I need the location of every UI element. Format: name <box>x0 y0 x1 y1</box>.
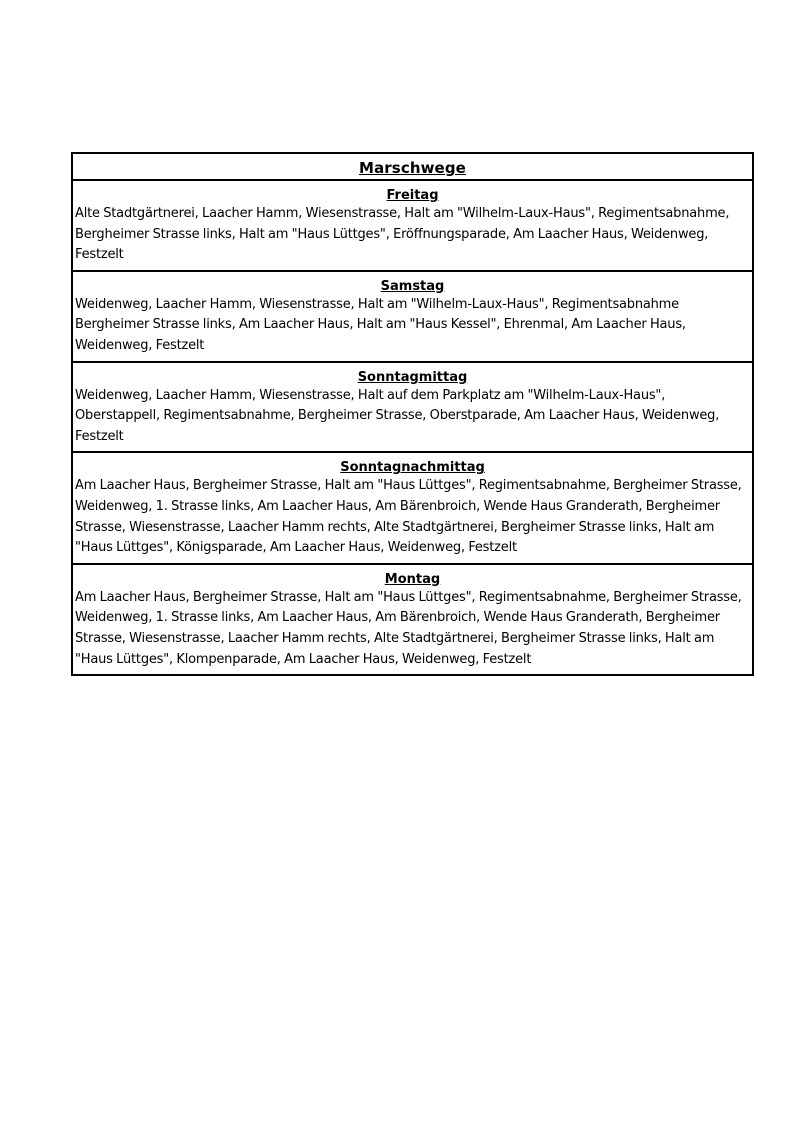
day-section-montag <box>73 565 752 674</box>
route-text: Alte Stadtgärtnerei, Laacher Hamm, Wiesenstrasse, Halt am "Wilhelm-Laux-Haus", Regimentsabnahme, Bergheimer Strasse links, Halt am "Haus Lüttges", Eröffnungsparade, Am Laacher Haus, Weidenweg, Festzelt <box>75 206 730 263</box>
page-title: Marschwege <box>359 159 466 177</box>
day-heading: Sonntagmittag <box>357 369 468 385</box>
route-text: Weidenweg, Laacher Hamm, Wiesenstrasse, Halt auf dem Parkplatz am "Wilhelm-Laux-Haus", Oberstappell, Regimentsabnahme, Bergheimer Strasse, Oberstparade, Am Laacher Haus, Weidenweg, Festzelt <box>75 387 720 444</box>
day-section-sonntagmittag <box>73 363 752 454</box>
route-text: Am Laacher Haus, Bergheimer Strasse, Halt am "Haus Lüttges", Regimentsabnahme, Bergheimer Strasse, Weidenweg, 1. Strasse links, Am Laacher Haus, Am Bärenbroich, Wende Haus Granderath, Bergheimer Strasse, Wiesenstrasse, Laacher Hamm rechts, Alte Stadtgärtnerei, Bergheimer Strasse links, Halt am "Haus Lüttges", Klompenparade, Am Laacher Haus, Weidenweg, Festzelt <box>75 589 742 667</box>
title-row <box>73 154 752 181</box>
day-heading: Freitag <box>386 188 439 203</box>
day-section-samstag <box>73 272 752 363</box>
route-text: Weidenweg, Laacher Hamm, Wiesenstrasse, Halt am "Wilhelm-Laux-Haus", Regimentsabnahme Bergheimer Strasse links, Am Laacher Haus, Halt am "Haus Kessel", Ehrenmal, Am Laacher Haus, Weidenweg, Festzelt <box>75 296 686 353</box>
route-text: Am Laacher Haus, Bergheimer Strasse, Halt am "Haus Lüttges", Regimentsabnahme, Bergheimer Strasse, Weidenweg, 1. Strasse links, Am Laacher Haus, Am Bärenbroich, Wende Haus Granderath, Bergheimer Strasse, Wiesenstrasse, Laacher Hamm rechts, Alte Stadtgärtnerei, Bergheimer Strasse links, Halt am "Haus Lüttges", Königsparade, Am Laacher Haus, Weidenweg, Festzelt <box>75 478 742 556</box>
day-heading: Montag <box>384 571 441 587</box>
day-heading: Samstag <box>380 278 445 294</box>
day-section-freitag <box>73 181 752 272</box>
day-heading: Sonntagnachmittag <box>340 460 485 476</box>
schedule-table <box>71 152 754 676</box>
day-section-sonntagnachmittag <box>73 453 752 564</box>
